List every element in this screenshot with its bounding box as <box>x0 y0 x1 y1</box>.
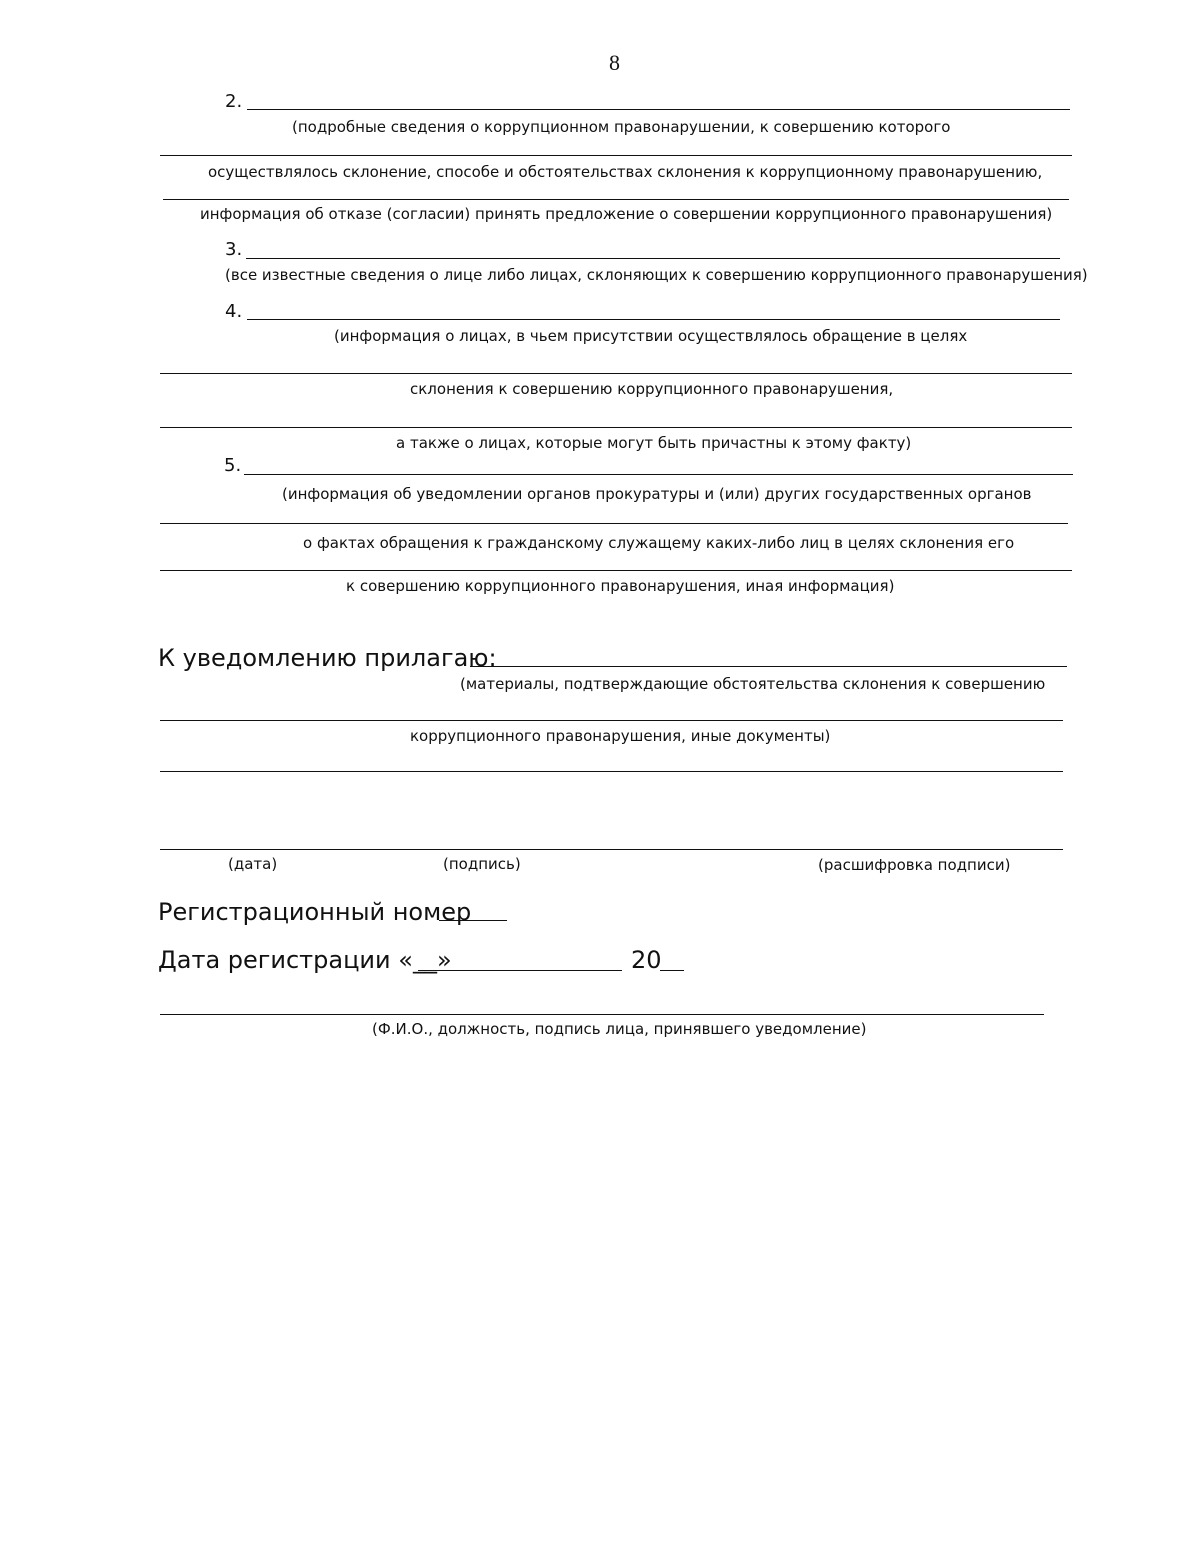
signature-decode-caption: (расшифровка подписи) <box>818 856 1011 874</box>
item-4-caption-3: а также о лицах, которые могут быть причастны к этому факту) <box>396 434 912 452</box>
item-2-caption-3: информация об отказе (согласии) принять предложение о совершении коррупционного правонарушения) <box>200 205 1053 223</box>
item-5-field-line[interactable] <box>244 474 1073 475</box>
item-5-number: 5. <box>224 455 242 476</box>
item-2-caption-1: (подробные сведения о коррупционном правонарушении, к совершению которого <box>292 118 951 136</box>
item-3-number: 3. <box>225 239 243 260</box>
item-2-caption-2: осуществлялось склонение, способе и обстоятельствах склонения к коррупционному правонарушению, <box>208 163 1043 181</box>
attachments-caption-1: (материалы, подтверждающие обстоятельства склонения к совершению <box>460 675 1046 693</box>
item-2-field-line-2[interactable] <box>160 155 1072 156</box>
item-5-caption-2: о фактах обращения к гражданскому служащему каких-либо лиц в целях склонения его <box>303 534 1015 552</box>
signature-line[interactable] <box>160 849 1063 850</box>
item-4-caption-1: (информация о лицах, в чьем присутствии осуществлялось обращение в целях <box>334 327 968 345</box>
item-4-field-line[interactable] <box>247 319 1060 320</box>
item-2-field-line[interactable] <box>247 109 1070 110</box>
registration-date-label: Дата регистрации «__» <box>158 946 452 974</box>
item-5-caption-3: к совершению коррупционного правонарушения, иная информация) <box>346 577 895 595</box>
attachments-label: К уведомлению прилагаю: <box>158 644 497 672</box>
attachments-field-line-3[interactable] <box>160 771 1063 772</box>
signature-caption: (подпись) <box>443 855 521 873</box>
item-2-field-line-3[interactable] <box>163 199 1069 200</box>
attachments-field-line-2[interactable] <box>160 720 1063 721</box>
date-caption: (дата) <box>228 855 278 873</box>
item-5-field-line-3[interactable] <box>160 570 1072 571</box>
attachments-field-line[interactable] <box>470 666 1067 667</box>
item-4-field-line-3[interactable] <box>160 427 1072 428</box>
item-5-field-line-2[interactable] <box>160 523 1068 524</box>
registration-month-field[interactable] <box>418 970 622 971</box>
page-number: 8 <box>609 50 620 75</box>
item-3-caption-1: (все известные сведения о лице либо лицах, склоняющих к совершению коррупционного правонарушения) <box>225 266 1088 284</box>
registration-number-label: Регистрационный номер <box>158 898 472 926</box>
receiver-field-line[interactable] <box>160 1014 1044 1015</box>
item-4-field-line-2[interactable] <box>160 373 1072 374</box>
item-3-field-line[interactable] <box>246 258 1060 259</box>
registration-number-field[interactable] <box>439 920 507 921</box>
item-4-caption-2: склонения к совершению коррупционного правонарушения, <box>410 380 894 398</box>
receiver-caption: (Ф.И.О., должность, подпись лица, принявшего уведомление) <box>372 1020 867 1038</box>
item-5-caption-1: (информация об уведомлении органов прокуратуры и (или) других государственных органов <box>282 485 1032 503</box>
registration-year-field[interactable] <box>660 970 684 971</box>
registration-year-prefix: 20 <box>631 946 662 974</box>
attachments-caption-2: коррупционного правонарушения, иные документы) <box>410 727 831 745</box>
item-2-number: 2. <box>225 91 243 112</box>
item-4-number: 4. <box>225 301 243 322</box>
